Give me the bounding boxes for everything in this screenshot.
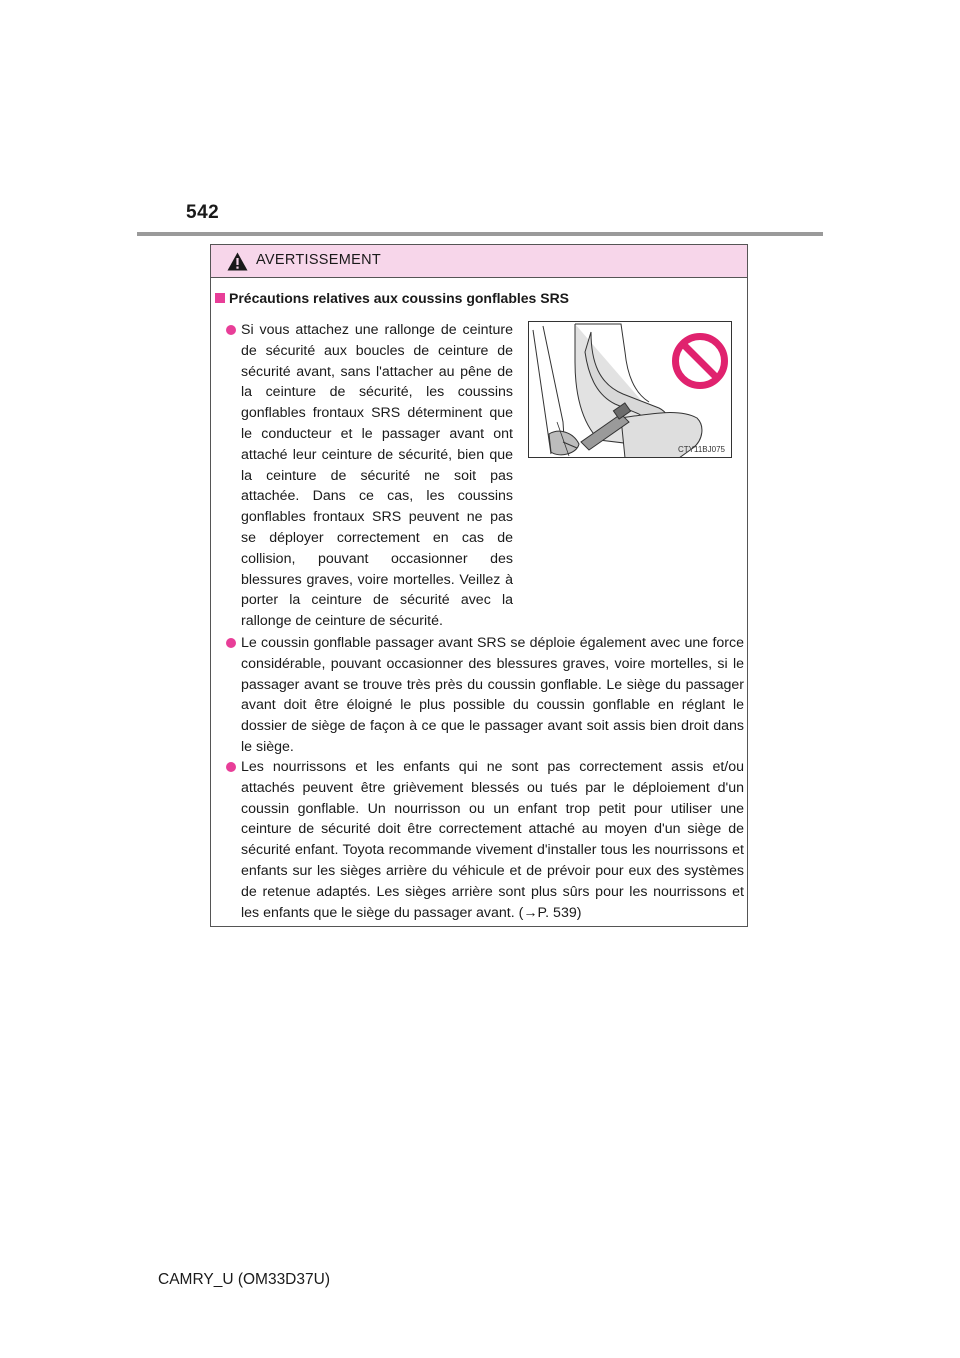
bullet-text: Le coussin gonflable passager avant SRS se déploie également avec une force considérable, pouvant occasionner des blessures graves, voire mortelles, si le passager avant se trouve très près du coussin gonflable. Le siège du passager avant doit être éloigné le plus possible du coussin gonflable en réglant le dossier de siège de façon à ce que le passager avant soit assis bien droit dans le siège.	[241, 635, 744, 755]
prohibition-icon	[671, 332, 729, 390]
bullet-text: Les nourrissons et les enfants qui ne sont pas correctement assis et/ou attachés peuvent être grièvement blessés ou tués par le déploiement d'un coussin gonflable. Un nourrisson ou un enfant trop petit pour utiliser une ceinture de sécurité doit être correctement attaché au moyen d'un siège de sécurité enfant. Toyota recommande vivement d'installer tous les nourrissons et enfants sur les sièges arrière du véhicule et de prévoir pour eux des systèmes de retenue adaptés. Les sièges arrière sont plus sûrs pour les nourrissons et les enfants que le siège du passager avant. (→P. 539)	[241, 759, 744, 921]
bullet-dot-icon	[226, 325, 236, 335]
bullet-infants-children	[241, 757, 744, 923]
bullet-seatbelt-extender	[241, 320, 513, 632]
bullet-dot-icon	[226, 762, 236, 772]
bullet-text: Si vous attachez une rallonge de ceinture de sécurité aux boucles de ceinture de sécurité avant, sans l'attacher au pêne de la ceinture de sécurité, les coussins gonflables frontaux SRS déterminent que le conducteur et le passager avant ont attaché leur ceinture de sécurité, bien que la ceinture de sécurité ne soit pas attachée. Dans ce cas, les coussins gonflables frontaux SRS peuvent ne pas se déployer correctement en cas de collision, pouvant occasionner des blessures graves, voire mortelles. Veillez à porter la ceinture de sécurité avec la rallonge de ceinture de sécurité.	[241, 322, 513, 630]
bullet-dot-icon	[226, 638, 236, 648]
section-heading	[215, 290, 569, 306]
header-rule	[137, 232, 823, 236]
square-bullet-icon	[215, 293, 225, 303]
warning-triangle-icon	[227, 252, 248, 271]
warning-title: AVERTISSEMENT	[256, 252, 382, 268]
section-heading-text: Précautions relatives aux coussins gonflables SRS	[229, 290, 570, 306]
warning-header	[211, 245, 747, 278]
footer-model-code: CAMRY_U (OM33D37U)	[158, 1271, 330, 1288]
bullet-passenger-airbag-force	[241, 633, 744, 758]
page-number: 542	[186, 202, 220, 223]
illustration-code: CTY11BJ075	[678, 445, 725, 454]
seatbelt-extender-illustration	[528, 321, 732, 458]
warning-box	[210, 244, 748, 927]
